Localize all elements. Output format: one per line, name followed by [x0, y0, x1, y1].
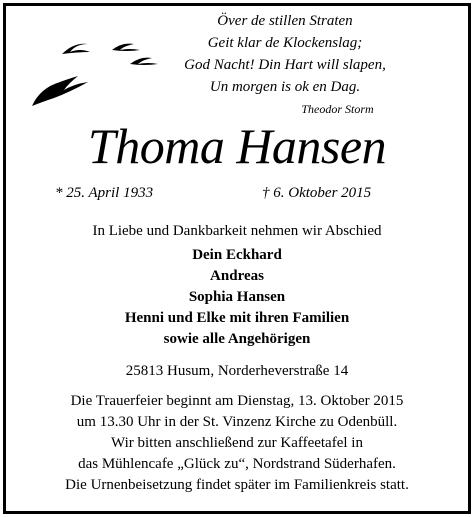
deceased-name: Thoma Hansen [87, 118, 387, 174]
poem-line-2: Geit klar de Klockenslag; [207, 35, 363, 51]
mourner-1: Dein Eckhard [192, 247, 282, 263]
mourner-4: Henni und Elke mit ihren Familien [124, 310, 350, 326]
notice-line-5: Die Urnenbeisetzung findet später im Familienkreis statt. [65, 477, 409, 493]
notice-line-4: das Mühlencafe „Glück zu“, Nordstrand Süderhafen. [78, 456, 396, 472]
notice-line-3: Wir bitten anschließend zur Kaffeetafel in [111, 435, 363, 451]
notice-line-1: Die Trauerfeier beginnt am Dienstag, 13. Oktober 2015 [70, 393, 404, 409]
poem-author: Theodor Storm [301, 102, 374, 116]
poem [150, 10, 420, 116]
poem-line-4: Un morgen is ok en Dag. [209, 79, 361, 95]
death-date: † 6. Oktober 2015 [262, 185, 372, 201]
poem-line-1: Över de stillen Straten [217, 13, 353, 29]
mourner-2: Andreas [210, 268, 264, 284]
birth-date: * 25. April 1933 [55, 185, 154, 201]
address: 25813 Husum, Norderheverstraße 14 [125, 363, 349, 379]
notice-line-2: um 13.30 Uhr in der St. Vinzenz Kirche zu Odenbüll. [76, 414, 398, 430]
mourner-5: sowie alle Angehörigen [163, 331, 311, 347]
mourner-3: Sophia Hansen [188, 289, 286, 305]
intro-text: In Liebe und Dankbarkeit nehmen wir Abschied [92, 223, 382, 239]
poem-line-3: God Nacht! Din Hart will slapen, [184, 57, 386, 73]
